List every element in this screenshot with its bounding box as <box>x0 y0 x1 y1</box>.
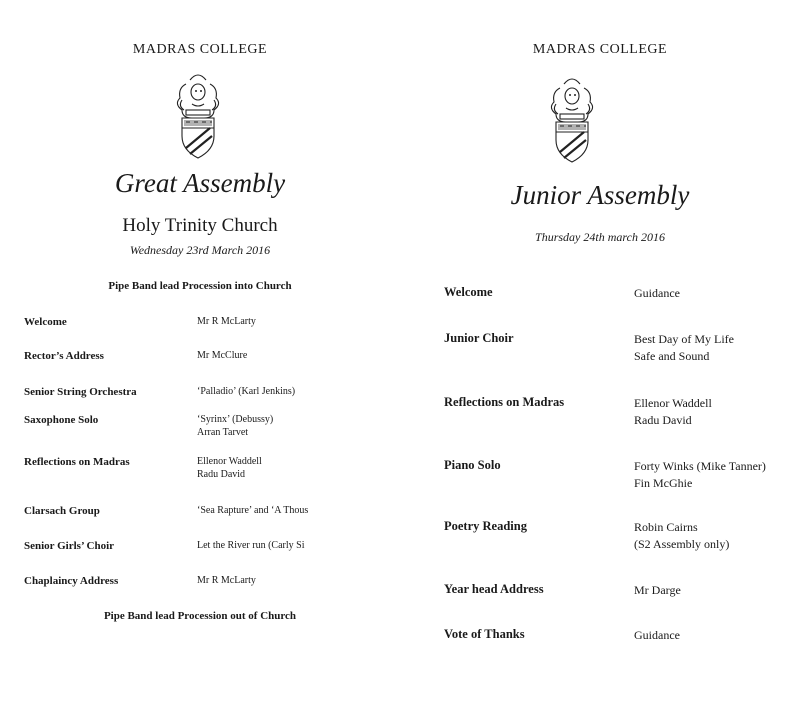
item-label: Reflections on Madras <box>444 395 565 409</box>
page-title: Great Assembly <box>114 168 286 198</box>
item-label: Welcome <box>24 316 67 328</box>
item-detail: Mr R McLarty <box>197 575 256 586</box>
item-detail: Mr R McLarty <box>197 316 256 327</box>
item-detail: ‘Sea Rapture’ and ‘A Thous <box>197 505 309 516</box>
date: Wednesday 23rd March 2016 <box>129 243 271 257</box>
page-title: Junior Assembly <box>510 180 690 210</box>
item-detail: Ellenor Waddell Radu David <box>634 396 712 428</box>
college-crest-icon <box>172 70 224 160</box>
item-detail: Forty Winks (Mike Tanner) Fin McGhie <box>634 459 766 491</box>
item-label: Rector’s Address <box>24 350 104 362</box>
school-name: MADRAS COLLEGE <box>532 42 668 57</box>
item-detail: Robin Cairns (S2 Assembly only) <box>634 520 730 552</box>
item-label: Junior Choir <box>444 331 514 345</box>
item-detail: Guidance <box>634 286 680 300</box>
item-detail: Best Day of My Life Safe and Sound <box>634 332 734 364</box>
procession-out-banner: Pipe Band lead Procession out of Church <box>103 610 297 622</box>
item-label: Saxophone Solo <box>24 414 99 426</box>
item-detail: Guidance <box>634 628 680 642</box>
item-label: Piano Solo <box>444 458 501 472</box>
item-label: Year head Address <box>444 582 544 596</box>
item-label: Welcome <box>444 285 493 299</box>
item-label: Chaplaincy Address <box>24 575 119 587</box>
school-name: MADRAS COLLEGE <box>132 42 268 57</box>
item-label: Reflections on Madras <box>24 456 130 468</box>
college-crest-icon <box>546 70 598 168</box>
venue: Holy Trinity Church <box>122 215 278 236</box>
procession-in-banner: Pipe Band lead Procession into Church <box>108 280 292 292</box>
item-label: Clarsach Group <box>24 505 100 517</box>
item-label: Poetry Reading <box>444 519 527 533</box>
item-label: Senior String Orchestra <box>24 386 137 398</box>
item-detail: Let the River run (Carly Si <box>197 540 305 551</box>
date: Thursday 24th march 2016 <box>535 230 665 244</box>
item-label: Vote of Thanks <box>444 627 525 641</box>
junior-assembly-programme <box>400 0 800 726</box>
item-detail: Mr Darge <box>634 583 681 597</box>
item-label: Senior Girls’ Choir <box>24 540 115 552</box>
item-detail: ‘Syrinx’ (Debussy) Arran Tarvet <box>197 414 274 438</box>
item-detail: Mr McClure <box>197 350 248 361</box>
item-detail: ‘Palladio’ (Karl Jenkins) <box>197 386 296 397</box>
item-detail: Ellenor Waddell Radu David <box>197 456 262 480</box>
